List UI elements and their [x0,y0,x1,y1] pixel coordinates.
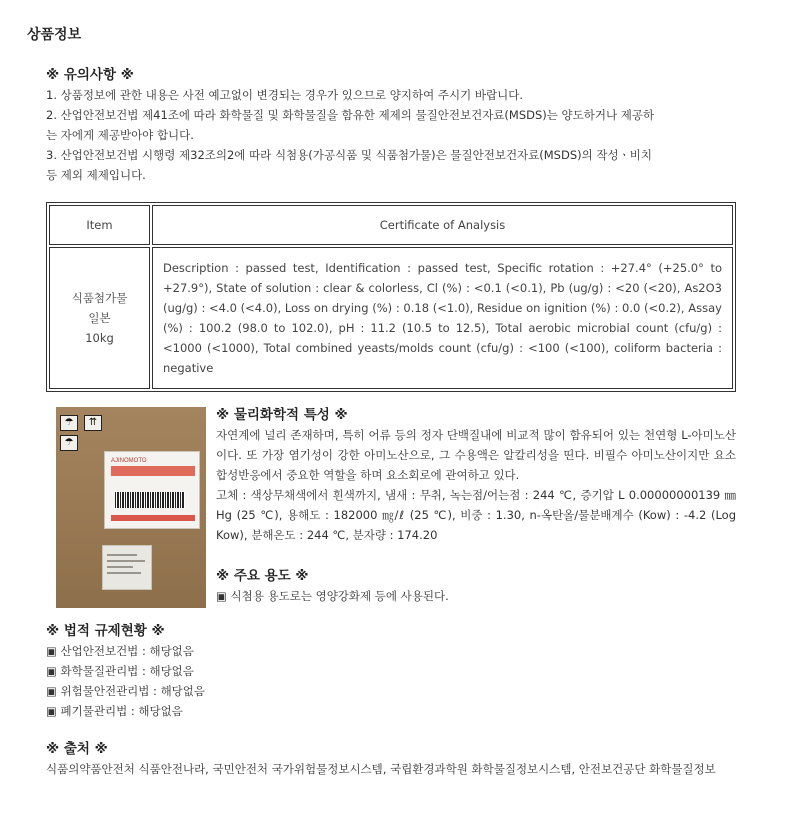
physchem-heading: ※ 물리화학적 특성 ※ [216,407,348,423]
physchem-properties: 고체 : 색상무채색에서 흰색까지, 냄새 : 무취, 녹는점/어는점 : 244 ℃, 증기압 L 0.00000000139 ㎜Hg (25 ℃), 용해도 : 182000 ㎎/ℓ (25 ℃), 비중 : 1.30, n-옥탄올/물분배계수 (Kow) : -4.2 (Log Kow), 분해온도 : 244 ℃, 분자량 : 174.20 [216,488,736,542]
fragile-icon: ☂ [60,415,78,431]
this-side-up-icon: ⇈ [84,415,102,431]
physchem-section [216,405,736,545]
coa-data-row [49,247,733,389]
regulation-item: ▣ 위험물안전관리법 : 해당없음 [46,684,206,698]
notice-line-2a: 2. 산업안전보건법 제41조에 따라 화학물질 및 화학물질을 함유한 제제의 물질안전보건자료(MSDS)는 양도하거나 제공하 [46,108,655,122]
brand-logo [111,455,151,463]
notice-line-2b: 는 자에게 제공받아야 합니다. [46,128,194,142]
barcode [115,492,185,508]
product-label [104,451,200,529]
regulation-section [46,621,736,721]
item-type: 식품첨가물 [71,291,128,305]
regulation-heading: ※ 법적 규제현황 ※ [46,623,165,639]
notice-heading: ※ 유의사항 ※ [46,67,134,83]
notice-line-3a: 3. 산업안전보건법 시행령 제32조의2에 따라 식첨용(가공식품 및 식품첨가물)은 물질안전보건자료(MSDS)의 작성ㆍ비치 [46,148,652,162]
usage-section [216,566,736,606]
coa-header-row [49,205,733,245]
source-section [46,739,736,779]
source-heading: ※ 출처 ※ [46,741,108,757]
usage-heading: ※ 주요 용도 ※ [216,568,309,584]
header-item: Item [49,205,150,245]
regulation-item: ▣ 산업안전보건법 : 해당없음 [46,644,194,658]
coa-text: Description : passed test, Identification : passed test, Specific rotation : +27.4° (+25.0° to +27.9°), State of solution : clear & colorless, Cl (%) : <0.1 (<0.1), Pb (ug/g) : <20 (<20), As2O3 (ug/g) : <4.0 (<4.0), Loss on drying (%) : 0.18 (<1.0), Residue on ignition (%) : 0.0 (<0.2), Assay (%) : 100.2 (98.0 to 102.0), pH : 11.2 (10.5 to 12.5), Total aerobic microbial count (cfu/g) : <1000 (<1000), Total combined yeasts/molds count (cfu/g) : <100 (<100), coliform bacteria : negative [152,247,733,389]
label-red-band [111,466,195,476]
source-text: 식품의약품안전처 식품안전나라, 국민안전처 국가위험물정보시스템, 국립환경과학원 화학물질정보시스템, 안전보건공단 화학물질정보 [46,762,716,776]
notice-section [46,65,736,185]
coa-table [46,202,736,392]
lot-label [102,545,152,590]
notice-line-1: 1. 상품정보에 관한 내용은 사전 예고없이 변경되는 경우가 있으므로 양지하여 주시기 바랍니다. [46,88,523,102]
notice-line-3b: 등 제외 제제입니다. [46,168,146,182]
regulation-item: ▣ 폐기물관리법 : 해당없음 [46,704,183,718]
usage-item: ▣ 식첨용 용도로는 영양강화제 등에 사용된다. [216,589,449,603]
item-size: 10kg [85,331,114,345]
item-origin: 일본 [88,311,111,325]
physchem-description: 자연계에 널리 존재하며, 특히 어류 등의 정자 단백질내에 비교적 많이 함유되어 있는 천연형 L-아미노산이다. 또 가장 염기성이 강한 아미노산으로, 그 수용액은 알칼리성을 띤다. 비필수 아미노산이지만 요소합성반응에서 중요한 역할을 하며 요소회로에 관여하고 있다. [216,428,736,482]
label-red-strip [111,515,195,521]
regulation-item: ▣ 화학물질관리법 : 해당없음 [46,664,194,678]
item-cell [49,247,150,389]
svg-text:AJINOMOTO: AJINOMOTO [111,458,147,463]
header-coa: Certificate of Analysis [152,205,733,245]
page-title: 상품정보 [27,27,82,43]
product-photo [56,407,206,608]
umbrella-icon: ☂ [60,435,78,451]
